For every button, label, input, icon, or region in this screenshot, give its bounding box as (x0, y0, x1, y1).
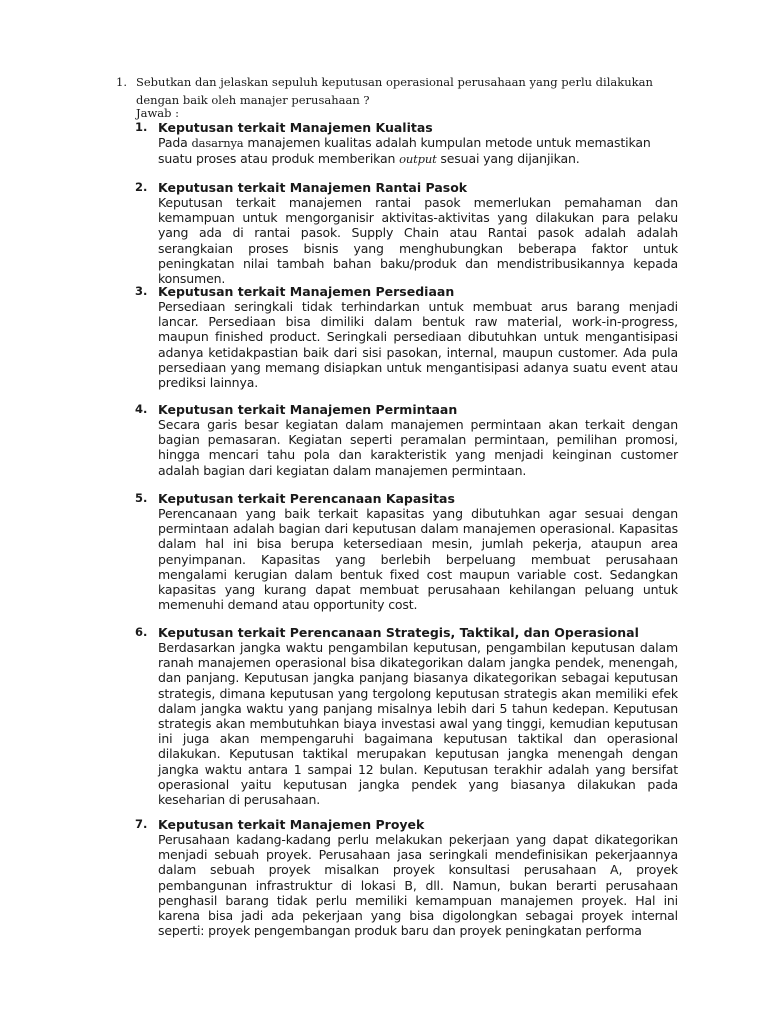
item-body-text: manajemen kualitas adalah kumpulan metode untuk memastikan suatu proses atau produk memberikan (158, 135, 651, 167)
item-body: Keputusan terkait manajemen rantai pasok memerlukan pemahaman dan kemampuan untuk mengorganisir aktivitas-aktivitas yang dilakukan para pelaku yang ada di rantai pasok. Supply Chain atau Rantai pasok adalah adalah serangkaian proses bisnis yang menghubungkan beberapa faktor untuk peningkatan nilai tambah bahan baku/produk dan mendistribusikannya kepada konsumen. (158, 195, 678, 287)
question-number: 1. (116, 75, 127, 89)
answer-label: Jawab : (136, 106, 180, 120)
item-body: Secara garis besar kegiatan dalam manajemen permintaan akan terkait dengan bagian pemasaran. Kegiatan seperti peramalan permintaan, pemilihan promosi, hingga mencari tahu pola dan karakteristik yang menjadi keinginan customer adalah bagian dari kegiatan dalam manajemen permintaan. (158, 417, 678, 478)
item-title: Keputusan terkait Perencanaan Strategis, Taktikal, dan Operasional (158, 625, 639, 640)
item-body: Perencanaan yang baik terkait kapasitas yang dibutuhkan agar sesuai dengan permintaan adalah bagian dari keputusan dalam manajemen operasional. Kapasitas dalam hal ini bisa berupa ketersediaan mesin, jumlah pekerja, ataupun area penyimpanan. Kapasitas yang berlebih berpeluang membuat perusahaan mengalami kerugian dalam bentuk fixed cost maupun variable cost. Sedangkan kapasitas yang kurang dapat membuat perusahaan kehilangan peluang untuk memenuhi demand atau opportunity cost. (158, 506, 678, 613)
item-number: 5. (135, 491, 148, 505)
item-number: 6. (135, 625, 148, 639)
item-title: Keputusan terkait Perencanaan Kapasitas (158, 491, 455, 506)
item-body-text: Pada (158, 135, 192, 150)
item-number: 4. (135, 402, 148, 416)
item-title: Keputusan terkait Manajemen Rantai Pasok (158, 180, 468, 195)
item-number: 1. (135, 120, 148, 134)
item-title: Keputusan terkait Manajemen Permintaan (158, 402, 458, 417)
item-number: 7. (135, 817, 148, 831)
item-number: 3. (135, 284, 148, 298)
question-text: Sebutkan dan jelaskan sepuluh keputusan operasional perusahaan yang perlu dilakukan dengan baik oleh manajer perusahaan ? (136, 75, 653, 107)
item-body-italic-term: output (399, 152, 437, 167)
item-number: 2. (135, 180, 148, 194)
item-body: Persediaan seringkali tidak terhindarkan untuk membuat arus barang menjadi lancar. Persediaan bisa dimiliki dalam bentuk raw material, work-in-progress, maupun finished product. Seringkali persediaan dibutuhkan untuk mengantisipasi adanya ketidakpastian baik dari sisi pasokan, internal, maupun customer. Ada pula persediaan yang memang disiapkan untuk mengantisipasi adanya suatu event atau prediksi lainnya. (158, 299, 678, 391)
item-body-emphasis: dasarnya (191, 136, 244, 150)
item-title: Keputusan terkait Manajemen Persediaan (158, 284, 455, 299)
item-body-text: sesuai yang dijanjikan. (436, 151, 580, 167)
item-title: Keputusan terkait Manajemen Kualitas (158, 120, 433, 135)
item-title: Keputusan terkait Manajemen Proyek (158, 817, 425, 832)
item-body: Perusahaan kadang-kadang perlu melakukan pekerjaan yang dapat dikategorikan menjadi sebuah proyek. Perusahaan jasa seringkali mendefinisikan pekerjaannya dalam sebuah proyek misalkan proyek konsultasi perusahaan A, proyek pembangunan infrastruktur di lokasi B, dll. Namun, bukan berarti perusahaan penghasil barang tidak perlu memiliki kemampuan manajemen proyek. Hal ini karena bisa jadi ada pekerjaan yang bisa digolongkan sebagai proyek internal seperti: proyek pengembangan produk baru dan proyek peningkatan performa (158, 832, 678, 939)
item-body (158, 135, 678, 167)
item-body: Berdasarkan jangka waktu pengambilan keputusan, pengambilan keputusan dalam ranah manajemen operasional bisa dikategorikan dalam jangka pendek, menengah, dan panjang. Keputusan jangka panjang biasanya dikategorikan sebagai keputusan strategis, dimana keputusan yang tergolong keputusan strategis akan memiliki efek dalam jangka waktu yang panjang misalnya lebih dari 5 tahun kedepan. Keputusan strategis akan membutuhkan biaya investasi awal yang tinggi, kemudian keputusan ini juga akan mempengaruhi bagaimana keputusan taktikal dan operasional dilakukan. Keputusan taktikal merupakan keputusan jangka menengah dengan jangka waktu antara 1 sampai 12 bulan. Keputusan terakhir adalah yang bersifat operasional yaitu keputusan jangka pendek yang biasanya dilakukan pada keseharian di perusahaan. (158, 640, 678, 808)
